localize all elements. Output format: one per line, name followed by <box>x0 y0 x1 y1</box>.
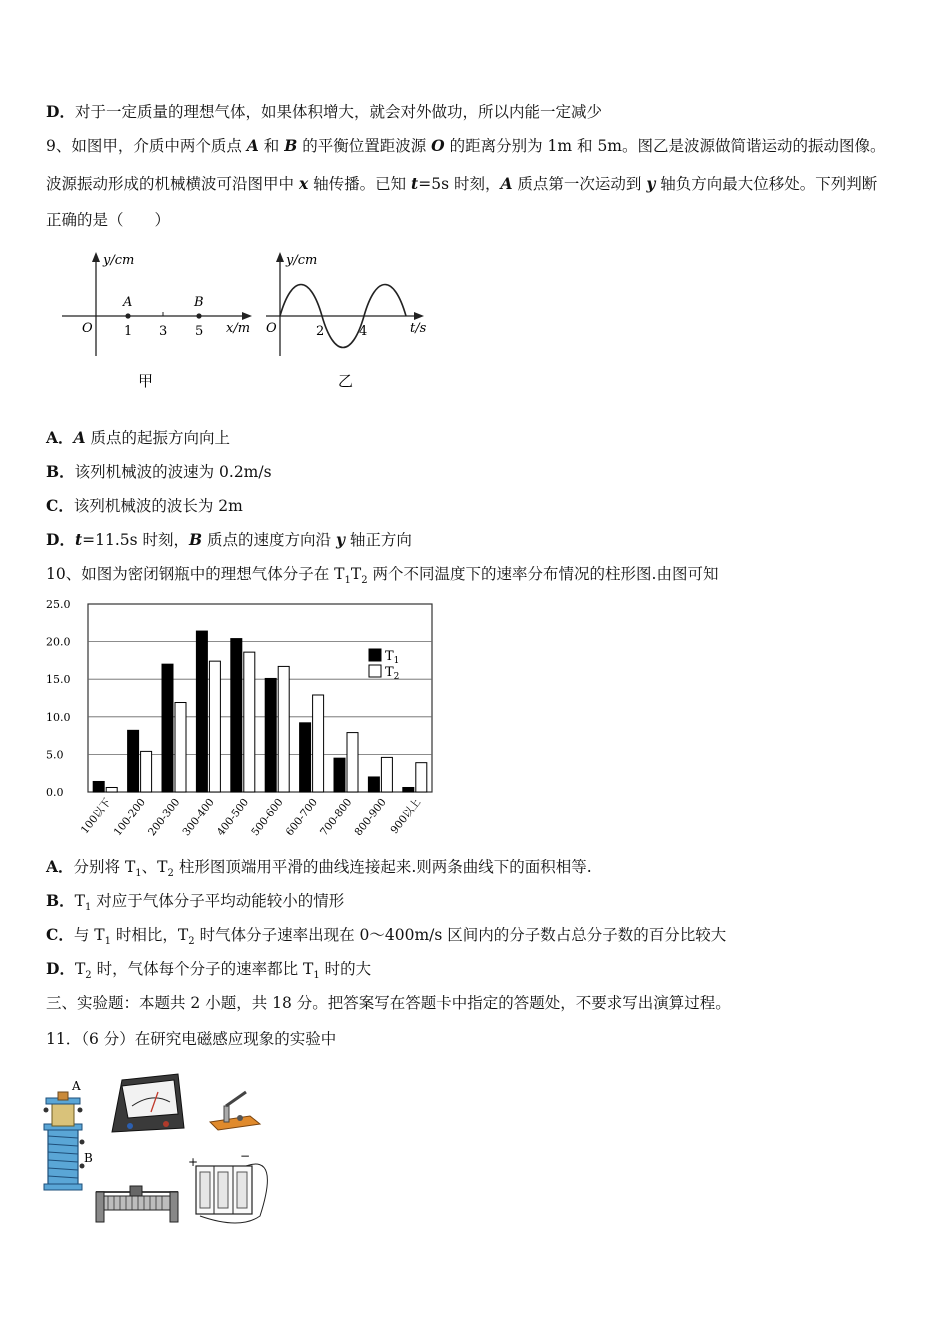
q9-option-c: C．该列机械波的波长为 2m <box>46 496 243 515</box>
y-tick-label: 25.0 <box>46 598 71 611</box>
bar-t1 <box>265 678 276 792</box>
jia-y-arrow <box>92 252 100 262</box>
x-tick-label: 800-900 <box>352 796 389 839</box>
bar-t1 <box>334 758 345 792</box>
bar-t2 <box>381 757 392 792</box>
coil-b-bottom-flange <box>44 1184 82 1190</box>
coil-label-b: B <box>84 1151 93 1165</box>
battery-plus: + <box>188 1155 199 1169</box>
bar-t1 <box>93 781 104 792</box>
galvanometer-icon <box>112 1074 184 1132</box>
q10-option-c: C．与 $T_1$ 时相比，$T_2$ 时气体分子速率出现在 0～400m/s 区间内的分子数占总分子数的百分比较大 <box>46 925 727 948</box>
bar-t1 <box>403 787 414 792</box>
jia-tick-label-1: 1 <box>124 324 133 339</box>
bar-t2 <box>175 703 186 792</box>
q9-option-b: B．该列机械波的波速为 0.2m/s <box>46 462 272 481</box>
bar-t2 <box>278 666 289 792</box>
x-tick-label: 100以下 <box>78 796 114 837</box>
y-tick-label: 10.0 <box>46 710 71 724</box>
q11-stem: 11．（6 分）在研究电磁感应现象的实验中 <box>46 1030 337 1048</box>
y-tick-label: 5.0 <box>46 748 64 762</box>
bar-t2 <box>106 787 117 792</box>
yi-caption: 乙 <box>338 372 354 390</box>
bar-t2 <box>141 751 152 792</box>
q11-apparatus-figure <box>40 1066 280 1238</box>
yi-ylabel: y/cm <box>286 253 318 268</box>
battery-minus: − <box>240 1149 251 1163</box>
jia-tick-label-3: 3 <box>159 324 168 339</box>
yi-y-arrow <box>276 252 284 262</box>
battery-icon <box>188 1149 267 1223</box>
bar-t2 <box>416 763 427 792</box>
chart-legend <box>369 649 399 682</box>
jia-tick-label-5: 5 <box>195 324 204 339</box>
bar-t1 <box>162 664 173 792</box>
x-tick-label: 200-300 <box>146 796 183 839</box>
bar-t1 <box>128 730 139 792</box>
figure-yi <box>262 246 438 396</box>
q10-stem: 10、如图为密闭钢瓶中的理想气体分子在 $T_1T_2$ 两个不同温度下的速率分布情况的柱形图.由图可知 <box>46 565 719 587</box>
y-tick-label: 15.0 <box>46 673 71 687</box>
q10-option-a: A．分别将 $T_1$、$T_2$ 柱形图顶端用平滑的曲线连接起来.则两条曲线下的面积相等. <box>46 857 592 880</box>
yi-tick-label-2: 2 <box>316 324 325 339</box>
x-tick-label: 900以上 <box>388 796 424 837</box>
section-3-heading: 三、实验题：本题共 2 小题，共 18 分。把答案写在答题卡中指定的答题处，不要求写出演算过程。 <box>46 994 731 1012</box>
jia-xlabel: x/m <box>226 321 251 336</box>
q9-option-d: D．t=11.5s 时刻，B 质点的速度方向沿 y 轴正方向 <box>46 530 412 549</box>
jia-x-arrow <box>242 312 252 320</box>
bar-t2 <box>347 733 358 792</box>
yi-tlabel: t/s <box>410 321 427 336</box>
jia-label-a: A <box>123 295 133 310</box>
x-tick-label: 600-700 <box>283 796 320 839</box>
switch-icon <box>210 1092 260 1130</box>
y-tick-label: 20.0 <box>46 635 71 649</box>
q9-stem-line-1: 9、如图甲，介质中两个质点 A 和 B 的平衡位置距波源 O 的距离分别为 1m 和 5m。图乙是波源做简谐运动的振动图像。 <box>46 136 886 155</box>
q9-option-a: A．A 质点的起振方向向上 <box>46 428 230 447</box>
legend-label-t1: $T_1$ <box>385 649 400 666</box>
x-tick-label: 100-200 <box>111 796 148 839</box>
chart-y-ticks <box>46 598 71 799</box>
jia-ylabel: y/cm <box>103 253 135 268</box>
jia-point-a <box>125 313 130 318</box>
jia-point-b <box>196 313 201 318</box>
chart-x-ticks <box>79 795 424 838</box>
legend-label-t2: $T_2$ <box>385 665 400 682</box>
q10-option-d: D．$T_2$ 时，气体每个分子的速率都比 $T_1$ 时的大 <box>46 959 372 982</box>
bar-t1 <box>196 631 207 792</box>
coil-a-core <box>58 1092 68 1100</box>
x-tick-label: 700-800 <box>318 796 355 839</box>
legend-swatch-t1 <box>369 649 381 661</box>
jia-origin: O <box>82 321 93 336</box>
jia-caption: 甲 <box>138 372 154 390</box>
x-tick-label: 300-400 <box>180 796 217 839</box>
x-tick-label: 500-600 <box>249 796 286 839</box>
bar-t2 <box>209 661 220 792</box>
speed-distribution-chart <box>44 596 440 848</box>
q9-stem-line-2: 波源振动形成的机械横波可沿图甲中 x 轴传播。已知 t=5s 时刻，A 质点第一次运动到 y 轴负方向最大位移处。下列判断 <box>46 174 878 193</box>
jia-label-b: B <box>194 295 204 310</box>
legend-swatch-t2 <box>369 665 381 677</box>
coil-assembly <box>44 1079 94 1190</box>
yi-tick-label-4: 4 <box>359 324 368 339</box>
bar-t1 <box>300 723 311 792</box>
inner-coil-a <box>52 1102 74 1126</box>
bar-t2 <box>313 695 324 792</box>
yi-origin: O <box>266 321 277 336</box>
coil-label-a: A <box>72 1079 81 1093</box>
figure-jia <box>56 246 268 396</box>
bar-t1 <box>368 777 379 792</box>
yi-t-arrow <box>414 312 424 320</box>
y-tick-label: 0.0 <box>46 786 64 799</box>
q8-option-d: D．对于一定质量的理想气体，如果体积增大，就会对外做功，所以内能一定减少 <box>46 102 602 121</box>
rheostat-icon <box>96 1186 178 1222</box>
x-tick-label: 400-500 <box>214 796 252 839</box>
q9-stem-line-3: 正确的是（ ） <box>46 211 171 229</box>
q10-option-b: B．$T_1$ 对应于气体分子平均动能较小的情形 <box>46 891 345 914</box>
bar-t1 <box>231 639 242 792</box>
chart-frame <box>88 604 432 792</box>
bar-t2 <box>244 652 255 792</box>
